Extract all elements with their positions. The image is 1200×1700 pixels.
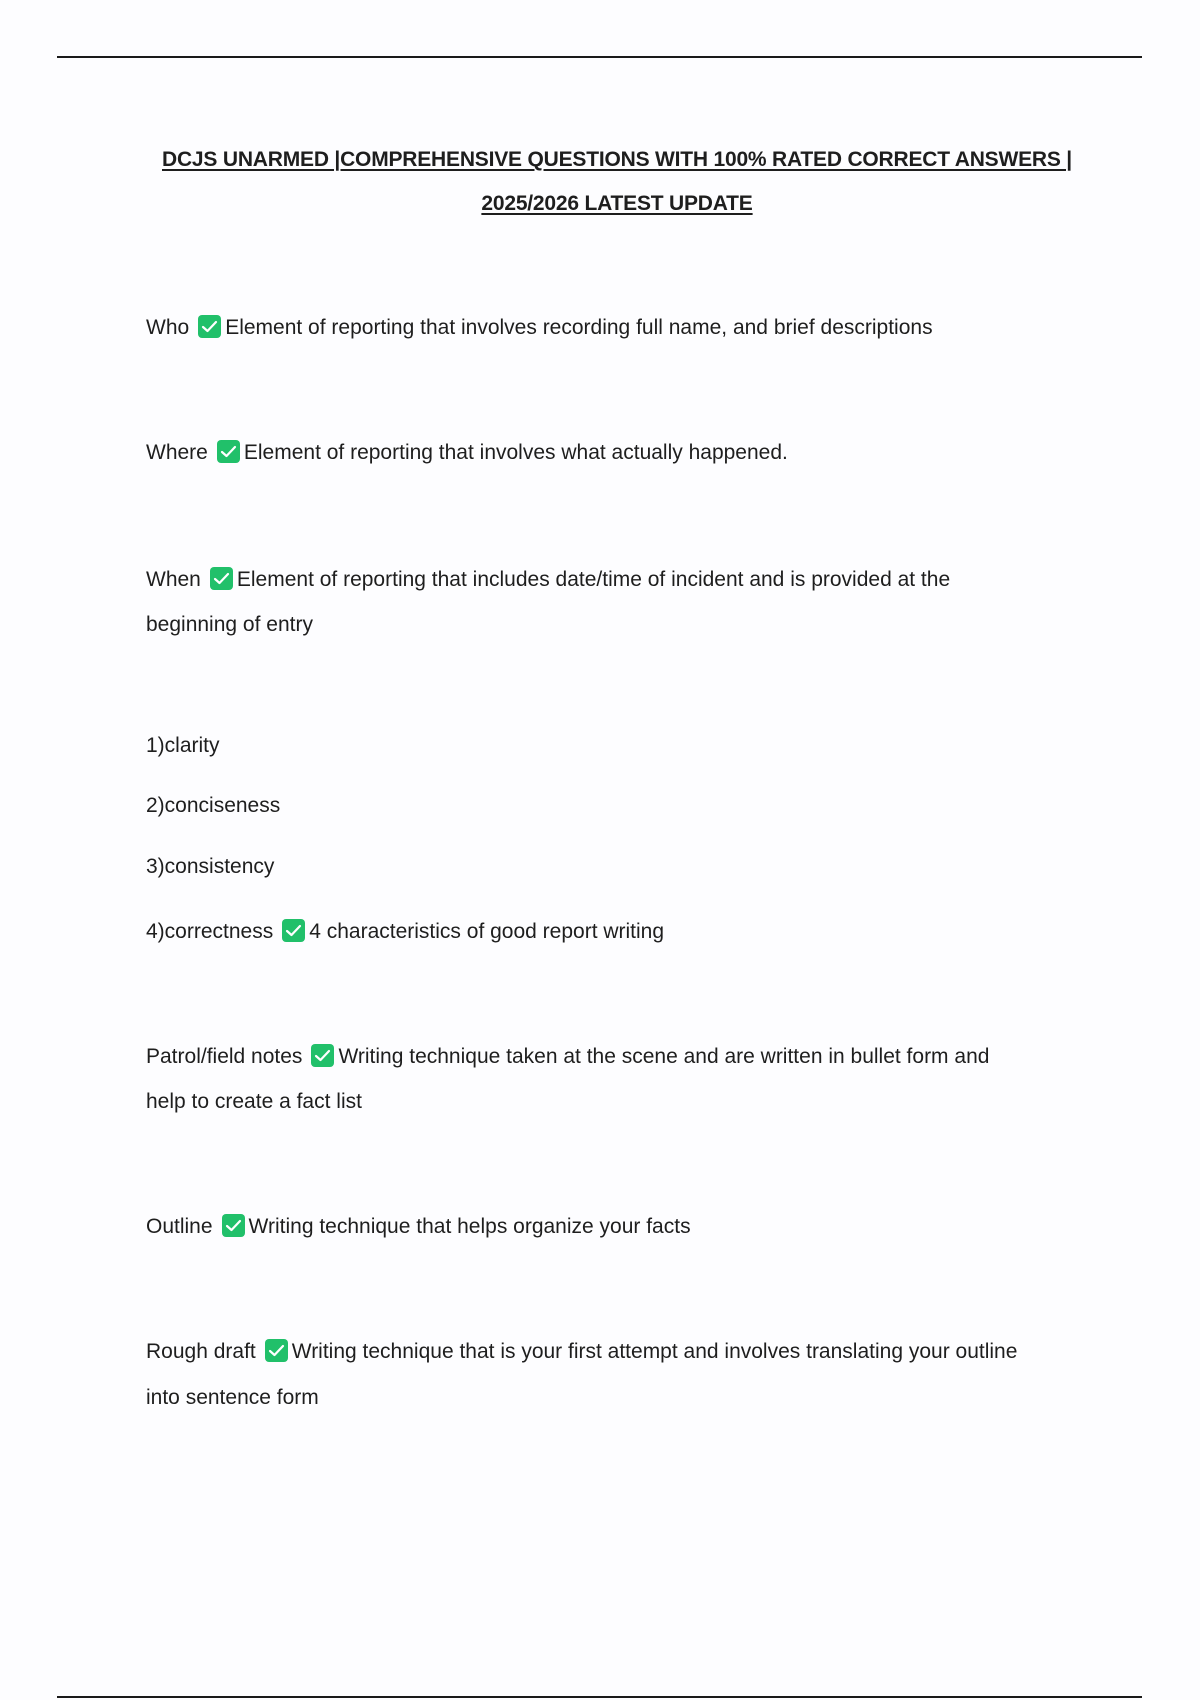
check-mark-icon <box>198 315 221 338</box>
qa-definition: Writing technique that helps organize your facts <box>248 1215 691 1238</box>
top-rule <box>57 56 1142 58</box>
qa-item-patrol-field-notes <box>146 1034 989 1079</box>
bottom-rule <box>57 1696 1142 1698</box>
list-item: 1)clarity <box>146 734 220 757</box>
qa-continuation: into sentence form <box>146 1386 319 1409</box>
qa-item-characteristics <box>146 909 664 954</box>
qa-definition: Writing technique that is your first attempt and involves translating your outline <box>291 1340 1018 1363</box>
qa-item-outline <box>146 1204 691 1249</box>
check-mark-icon <box>311 1044 334 1067</box>
qa-continuation: help to create a fact list <box>146 1090 362 1113</box>
qa-definition: Element of reporting that includes date/time of incident and is provided at the <box>236 568 951 591</box>
document-title-line-2: 2025/2026 LATEST UPDATE <box>481 192 753 215</box>
qa-term: Where <box>146 441 208 464</box>
qa-item-rough-draft <box>146 1329 1017 1374</box>
qa-term: When <box>146 568 201 591</box>
list-item: 2)conciseness <box>146 794 281 817</box>
qa-term: 4)correctness <box>146 920 274 943</box>
qa-definition: Writing technique taken at the scene and are written in bullet form and <box>338 1045 990 1068</box>
list-item: 3)consistency <box>146 855 275 878</box>
check-mark-icon <box>217 440 240 463</box>
qa-term: Patrol/field notes <box>146 1045 303 1068</box>
qa-term: Outline <box>146 1215 213 1238</box>
document-title-line-1: DCJS UNARMED |COMPREHENSIVE QUESTIONS WITH 100% RATED CORRECT ANSWERS | <box>162 148 1072 171</box>
check-mark-icon <box>282 919 305 942</box>
qa-continuation: beginning of entry <box>146 613 313 636</box>
check-mark-icon <box>210 567 233 590</box>
qa-item-who <box>146 305 933 350</box>
qa-term: Who <box>146 316 190 339</box>
qa-item-when <box>146 557 950 602</box>
check-mark-icon <box>222 1214 245 1237</box>
qa-definition: Element of reporting that involves what actually happened. <box>243 441 788 464</box>
qa-item-where <box>146 430 788 475</box>
check-mark-icon <box>265 1339 288 1362</box>
qa-definition: 4 characteristics of good report writing <box>309 920 665 943</box>
qa-definition: Element of reporting that involves recording full name, and brief descriptions <box>225 316 933 339</box>
qa-term: Rough draft <box>146 1340 256 1363</box>
